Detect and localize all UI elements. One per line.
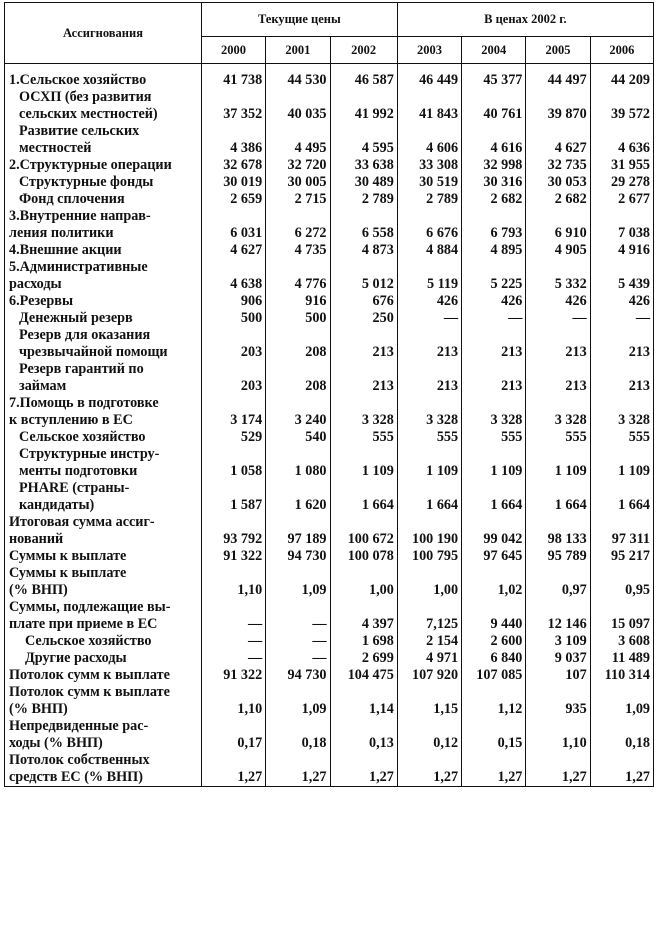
cell-value: — [201,633,265,650]
row-label [5,327,202,361]
row-label-line: займам [19,378,67,394]
row-label-line: расходы [9,276,62,292]
row-label-line: 3.Внутренние направ- [9,208,151,224]
row-label-line: ходы (% ВНП) [9,735,103,751]
row-label-line: 6.Резервы [9,293,74,309]
cell-value: 1,09 [590,684,653,718]
cell-value: 4 638 [201,259,265,293]
cell-value: — [462,310,526,327]
row-label-line: плате при приеме в ЕС [9,616,158,632]
cell-value: 97 311 [590,514,653,548]
cell-value: 213 [330,327,397,361]
cell-value: 555 [462,429,526,446]
cell-value: 1 664 [330,480,397,514]
header-year: 2000 [201,37,265,64]
cell-value: 208 [266,327,330,361]
row-label [5,123,202,157]
table-row [5,480,654,514]
table-row [5,514,654,548]
row-label-line: к вступлению в ЕС [9,412,133,428]
row-label-line: ления политики [9,225,114,241]
cell-value: 213 [397,361,461,395]
cell-value: 0,18 [266,718,330,752]
cell-value: 0,12 [397,718,461,752]
cell-value: 4 884 [397,242,461,259]
cell-value: 1 109 [590,446,653,480]
cell-value: 2 715 [266,191,330,208]
cell-value: 6 031 [201,208,265,242]
row-label-line: Другие расходы [25,650,127,666]
cell-value: 3 328 [526,395,590,429]
cell-value: 44 209 [590,72,653,89]
row-label-line: Структурные фонды [19,174,154,190]
cell-value: 32 998 [462,157,526,174]
row-label [5,89,202,123]
table-row [5,242,654,259]
row-label [5,446,202,480]
cell-value: 555 [590,429,653,446]
row-label-line: чрезвычайной помощи [19,344,168,360]
cell-value: 30 489 [330,174,397,191]
cell-value: 4 905 [526,242,590,259]
row-label [5,565,202,599]
row-label-line: Суммы, подлежащие вы- [9,599,171,615]
cell-value: 4 627 [201,242,265,259]
row-label-line: Суммы к выплате [9,565,127,581]
table-body [5,64,654,787]
cell-value: 41 992 [330,89,397,123]
cell-value: 426 [462,293,526,310]
row-label-line: Структурные инстру- [19,446,160,462]
cell-value: 95 789 [526,548,590,565]
cell-value: 44 497 [526,72,590,89]
row-label-line: сельских местностей) [19,106,158,122]
row-label [5,293,202,310]
cell-value: 93 792 [201,514,265,548]
cell-value: 0,95 [590,565,653,599]
cell-value: 5 225 [462,259,526,293]
cell-value: 39 572 [590,89,653,123]
table-row [5,395,654,429]
spacer-row [5,64,654,73]
table-row [5,667,654,684]
cell-value: 4 873 [330,242,397,259]
row-label [5,259,202,293]
cell-value: 32 735 [526,157,590,174]
cell-value: 41 843 [397,89,461,123]
row-label-line: Итоговая сумма ассиг- [9,514,155,530]
cell-value: 95 217 [590,548,653,565]
cell-value: 2 677 [590,191,653,208]
header-current-prices: Текущие цены [201,3,397,37]
row-label [5,718,202,752]
row-label-line: 5.Административные [9,259,148,275]
row-label [5,174,202,191]
cell-value: 44 530 [266,72,330,89]
header-year: 2005 [526,37,590,64]
row-label-line: Сельское хозяйство [25,633,152,649]
row-label [5,480,202,514]
cell-value: 4 916 [590,242,653,259]
cell-value: 1,10 [201,684,265,718]
cell-value: 3 608 [590,633,653,650]
cell-value: 6 910 [526,208,590,242]
row-label [5,242,202,259]
row-label-line: местностей [19,140,92,156]
header-year: 2001 [266,37,330,64]
cell-value: 100 672 [330,514,397,548]
row-label-line: 2.Структурные операции [9,157,172,173]
row-label-line: 7.Помощь в подготовке [9,395,159,411]
cell-value: 31 955 [590,157,653,174]
cell-value: 213 [526,327,590,361]
row-label [5,752,202,787]
budget-appropriations-table [4,2,654,787]
cell-value: 1,12 [462,684,526,718]
cell-value: 500 [266,310,330,327]
cell-value: 1,27 [201,752,265,787]
cell-value: 33 308 [397,157,461,174]
cell-value: 213 [397,327,461,361]
table-row [5,208,654,242]
cell-value: 32 678 [201,157,265,174]
cell-value: 0,97 [526,565,590,599]
cell-value: 1 664 [462,480,526,514]
table-row [5,429,654,446]
cell-value: 1,10 [526,718,590,752]
row-label-line: кандидаты) [19,497,95,513]
header-year: 2006 [590,37,653,64]
cell-value: 5 012 [330,259,397,293]
cell-value: 1,02 [462,565,526,599]
cell-value: 46 449 [397,72,461,89]
cell-value: 91 322 [201,548,265,565]
row-label-line: нований [9,531,64,547]
cell-value: 2 789 [330,191,397,208]
cell-value: 213 [462,327,526,361]
cell-value: 107 [526,667,590,684]
table-row [5,565,654,599]
cell-value: 107 920 [397,667,461,684]
cell-value: 11 489 [590,650,653,667]
cell-value: 213 [462,361,526,395]
row-label [5,429,202,446]
header-year: 2003 [397,37,461,64]
table-row [5,752,654,787]
cell-value: 1,14 [330,684,397,718]
cell-value: 1,15 [397,684,461,718]
cell-value: 1 109 [526,446,590,480]
cell-value: 5 119 [397,259,461,293]
cell-value: 1,27 [462,752,526,787]
cell-value: 40 035 [266,89,330,123]
row-label-line: Непредвиденные рас- [9,718,149,734]
row-label-line: (% ВНП) [9,582,68,598]
row-label-line: Фонд сплочения [19,191,125,207]
cell-value: 4 776 [266,259,330,293]
cell-value: 15 097 [590,599,653,633]
cell-value: 0,13 [330,718,397,752]
cell-value: 906 [201,293,265,310]
cell-value: 555 [397,429,461,446]
cell-value: 7 038 [590,208,653,242]
cell-value: 107 085 [462,667,526,684]
cell-value: 213 [330,361,397,395]
cell-value: 213 [590,327,653,361]
row-label-line: ОСХП (без развития [19,89,152,105]
cell-value: 2 600 [462,633,526,650]
cell-value: 540 [266,429,330,446]
cell-value: 40 761 [462,89,526,123]
cell-value: 1,10 [201,565,265,599]
row-label-line: Потолок сумм к выплате [9,667,170,683]
cell-value: 4 495 [266,123,330,157]
header-year: 2004 [462,37,526,64]
cell-value: 4 895 [462,242,526,259]
row-label [5,157,202,174]
row-label-line: Резерв гарантий по [19,361,144,377]
cell-value: 3 328 [462,395,526,429]
cell-value: 4 606 [397,123,461,157]
cell-value: 30 519 [397,174,461,191]
cell-value: 0,15 [462,718,526,752]
cell-value: 4 636 [590,123,653,157]
header-2002-prices: В ценах 2002 г. [397,3,653,37]
cell-value: 30 019 [201,174,265,191]
cell-value: 4 735 [266,242,330,259]
cell-value: 7,125 [397,599,461,633]
cell-value: 529 [201,429,265,446]
row-label [5,395,202,429]
cell-value: — [201,650,265,667]
row-label-line: Резерв для оказания [19,327,151,343]
table-row [5,89,654,123]
cell-value: 94 730 [266,667,330,684]
cell-value: 1,27 [397,752,461,787]
cell-value: 30 053 [526,174,590,191]
cell-value: 110 314 [590,667,653,684]
row-label-line: Суммы к выплате [9,548,127,564]
cell-value: 4 627 [526,123,590,157]
cell-value: 1 664 [526,480,590,514]
cell-value: 1 109 [330,446,397,480]
cell-value: 1,27 [330,752,397,787]
cell-value: 1 058 [201,446,265,480]
table-row [5,293,654,310]
cell-value: 2 154 [397,633,461,650]
row-label [5,191,202,208]
cell-value: 6 676 [397,208,461,242]
cell-value: 37 352 [201,89,265,123]
row-label [5,633,202,650]
cell-value: 5 332 [526,259,590,293]
cell-value: 4 971 [397,650,461,667]
cell-value: 98 133 [526,514,590,548]
cell-value: 41 738 [201,72,265,89]
cell-value: 555 [330,429,397,446]
row-label-line: Потолок собственных [9,752,150,768]
cell-value: 500 [201,310,265,327]
header-year: 2002 [330,37,397,64]
cell-value: 935 [526,684,590,718]
cell-value: 426 [397,293,461,310]
cell-value: 99 042 [462,514,526,548]
table-row [5,446,654,480]
cell-value: 208 [266,361,330,395]
row-label [5,72,202,89]
cell-value: 3 174 [201,395,265,429]
cell-value: 1,00 [330,565,397,599]
cell-value: 100 078 [330,548,397,565]
cell-value: — [590,310,653,327]
cell-value: 39 870 [526,89,590,123]
table-row [5,633,654,650]
cell-value: 1,00 [397,565,461,599]
table-row [5,599,654,633]
cell-value: 1 587 [201,480,265,514]
table-row [5,157,654,174]
cell-value: 4 397 [330,599,397,633]
row-label-line: менты подготовки [19,463,138,479]
row-label-line: PHARE (страны- [19,480,130,496]
row-label-line: Потолок сумм к выплате [9,684,170,700]
cell-value: 1 664 [590,480,653,514]
cell-value: 46 587 [330,72,397,89]
cell-value: 1,27 [526,752,590,787]
cell-value: 1,27 [266,752,330,787]
cell-value: 250 [330,310,397,327]
cell-value: 5 439 [590,259,653,293]
row-label [5,684,202,718]
cell-value: 97 645 [462,548,526,565]
cell-value: — [201,599,265,633]
row-label [5,310,202,327]
row-label-line: (% ВНП) [9,701,68,717]
cell-value: 30 005 [266,174,330,191]
cell-value: 1 080 [266,446,330,480]
cell-value: 91 322 [201,667,265,684]
cell-value: 29 278 [590,174,653,191]
row-label-line: 4.Внешние акции [9,242,122,258]
cell-value: 426 [590,293,653,310]
cell-value: 4 386 [201,123,265,157]
row-label-line: Развитие сельских [19,123,140,139]
cell-value: 45 377 [462,72,526,89]
table-row [5,259,654,293]
cell-value: — [266,599,330,633]
cell-value: 100 190 [397,514,461,548]
cell-value: 1,09 [266,684,330,718]
cell-value: 3 109 [526,633,590,650]
cell-value: — [266,633,330,650]
cell-value: 3 328 [590,395,653,429]
table-row [5,72,654,89]
cell-value: 6 793 [462,208,526,242]
table-row [5,548,654,565]
header-appropriations: Ассигнования [5,3,202,64]
cell-value: 6 558 [330,208,397,242]
cell-value: 2 789 [397,191,461,208]
cell-value: — [526,310,590,327]
cell-value: 3 240 [266,395,330,429]
cell-value: 1 664 [397,480,461,514]
cell-value: 9 037 [526,650,590,667]
table-row [5,310,654,327]
row-label [5,650,202,667]
row-label-line: 1.Сельское хозяйство [9,72,147,88]
cell-value: 100 795 [397,548,461,565]
row-label [5,548,202,565]
cell-value: 4 595 [330,123,397,157]
cell-value: 9 440 [462,599,526,633]
cell-value: 426 [526,293,590,310]
cell-value: 676 [330,293,397,310]
row-label [5,208,202,242]
cell-value: 104 475 [330,667,397,684]
cell-value: 1 620 [266,480,330,514]
cell-value: 4 616 [462,123,526,157]
cell-value: 555 [526,429,590,446]
cell-value: 12 146 [526,599,590,633]
cell-value: 1 698 [330,633,397,650]
table-row [5,361,654,395]
table-header [5,3,654,64]
cell-value: 0,17 [201,718,265,752]
row-label [5,361,202,395]
cell-value: 1 109 [462,446,526,480]
row-label [5,599,202,633]
cell-value: 33 638 [330,157,397,174]
row-label-line: средств ЕС (% ВНП) [9,769,143,785]
table-row [5,650,654,667]
table-row [5,718,654,752]
cell-value: 3 328 [330,395,397,429]
cell-value: 1,27 [590,752,653,787]
table-row [5,123,654,157]
cell-value: 30 316 [462,174,526,191]
cell-value: — [397,310,461,327]
cell-value: 0,18 [590,718,653,752]
cell-value: 2 682 [526,191,590,208]
row-label [5,514,202,548]
cell-value: 1,09 [266,565,330,599]
cell-value: 213 [590,361,653,395]
cell-value: 2 659 [201,191,265,208]
table-row [5,191,654,208]
cell-value: — [266,650,330,667]
cell-value: 6 272 [266,208,330,242]
cell-value: 213 [526,361,590,395]
cell-value: 97 189 [266,514,330,548]
cell-value: 1 109 [397,446,461,480]
cell-value: 3 328 [397,395,461,429]
cell-value: 2 682 [462,191,526,208]
row-label [5,667,202,684]
table-row [5,684,654,718]
table-row [5,327,654,361]
table-row [5,174,654,191]
cell-value: 32 720 [266,157,330,174]
cell-value: 6 840 [462,650,526,667]
cell-value: 203 [201,327,265,361]
row-label-line: Сельское хозяйство [19,429,146,445]
cell-value: 94 730 [266,548,330,565]
row-label-line: Денежный резерв [19,310,133,326]
cell-value: 203 [201,361,265,395]
cell-value: 2 699 [330,650,397,667]
cell-value: 916 [266,293,330,310]
